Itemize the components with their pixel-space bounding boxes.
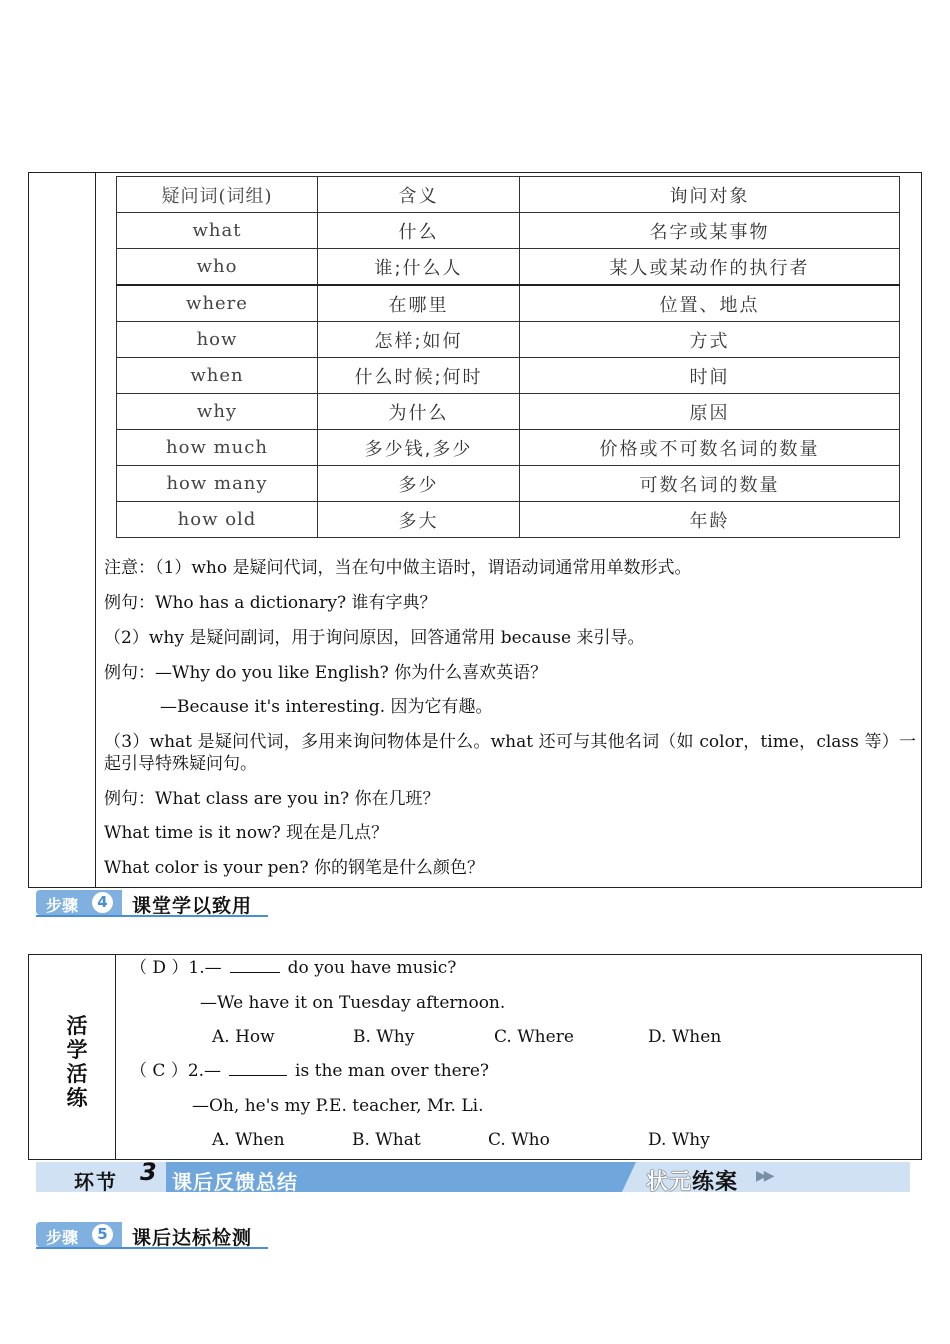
- header-meaning: 含义: [318, 177, 520, 213]
- cell-word: how much: [117, 430, 318, 466]
- cell-target: 某人或某动作的执行者: [520, 249, 900, 286]
- cell-meaning: 在哪里: [318, 285, 520, 322]
- cell-meaning: 为什么: [318, 394, 520, 430]
- example-who: 例句：Who has a dictionary? 谁有字典？: [104, 593, 437, 613]
- q1-option-a[interactable]: A. How: [212, 1027, 275, 1047]
- example-what-class: 例句：What class are you in? 你在几班？: [104, 789, 440, 809]
- cell-target: 名字或某事物: [520, 213, 900, 249]
- question-1-text: do you have music?: [287, 958, 457, 978]
- frame-divider: [115, 955, 116, 1159]
- table-row: [117, 502, 900, 538]
- step-number: 4: [92, 892, 113, 913]
- step-title: 课后达标检测: [132, 1227, 253, 1249]
- double-arrow-icon: ▶▶: [756, 1168, 772, 1184]
- table-row: [117, 285, 900, 322]
- example-why-question: 例句：—Why do you like English? 你为什么喜欢英语？: [104, 663, 548, 683]
- cell-target: 可数名词的数量: [520, 466, 900, 502]
- step-number: 5: [92, 1224, 113, 1245]
- q2-option-c[interactable]: C. Who: [488, 1130, 550, 1150]
- cell-word: what: [117, 213, 318, 249]
- cell-meaning: 什么: [318, 213, 520, 249]
- practice-label-text: 活 学 活 练: [66, 1014, 88, 1110]
- brand-label-light: 状元: [646, 1170, 693, 1195]
- answer-blank[interactable]: [229, 1075, 287, 1076]
- brand-label-dark: 练案: [692, 1170, 739, 1195]
- section-prefix: 环节: [74, 1170, 118, 1194]
- question-1-reply: —We have it on Tuesday afternoon.: [200, 993, 506, 1013]
- note-who: 注意：（1）who 是疑问代词，当在句中做主语时，谓语动词通常用单数形式。: [104, 558, 692, 578]
- cell-meaning: 怎样;如何: [318, 322, 520, 358]
- table-row: [117, 394, 900, 430]
- table-row: [117, 466, 900, 502]
- cell-meaning: 多少钱,多少: [318, 430, 520, 466]
- cell-target: 时间: [520, 358, 900, 394]
- cell-target: 方式: [520, 322, 900, 358]
- step5-banner: [36, 1222, 268, 1249]
- header-word: 疑问词(词组): [117, 177, 318, 213]
- cell-target: 价格或不可数名词的数量: [520, 430, 900, 466]
- cell-word: why: [117, 394, 318, 430]
- frame-divider: [95, 173, 96, 887]
- example-what-color: What color is your pen? 你的钢笔是什么颜色？: [104, 858, 485, 878]
- table-row: [117, 213, 900, 249]
- example-why-answer: —Because it's interesting. 因为它有趣。: [160, 697, 493, 717]
- step-tag-label: 步骤: [46, 896, 79, 915]
- step-tag: [36, 890, 122, 915]
- step-tag: [36, 1222, 122, 1247]
- question-2-answer: （ C ）2.—: [130, 1061, 222, 1081]
- header-target: 询问对象: [520, 177, 900, 213]
- cell-target: 年龄: [520, 502, 900, 538]
- practice-label: [64, 1014, 90, 1110]
- table-row: [117, 358, 900, 394]
- section3-banner: [36, 1158, 910, 1195]
- q2-option-b[interactable]: B. What: [352, 1130, 421, 1150]
- cell-word: when: [117, 358, 318, 394]
- cell-word: how old: [117, 502, 318, 538]
- question-word-table: [116, 176, 900, 538]
- cell-target: 原因: [520, 394, 900, 430]
- cell-target: 位置、地点: [520, 285, 900, 322]
- answer-blank[interactable]: [230, 972, 280, 973]
- cell-word: how many: [117, 466, 318, 502]
- cell-meaning: 什么时候;何时: [318, 358, 520, 394]
- q1-option-b[interactable]: B. Why: [353, 1027, 415, 1047]
- q2-option-a[interactable]: A. When: [212, 1130, 285, 1150]
- note-what: （3）what 是疑问代词，多用来询问物体是什么。what 还可与其他名词（如 color，time，class 等）一起引导特殊疑问句。: [104, 732, 916, 774]
- example-what-time: What time is it now? 现在是几点？: [104, 823, 389, 843]
- question-2-text: is the man over there?: [295, 1061, 490, 1081]
- note-why: （2）why 是疑问副词，用于询问原因，回答通常用 because 来引导。: [104, 628, 645, 648]
- table-row: [117, 249, 900, 286]
- cell-meaning: 多少: [318, 466, 520, 502]
- table-row: [117, 430, 900, 466]
- section-title: 课后反馈总结: [172, 1170, 298, 1194]
- question-1-answer: （ D ）1.—: [130, 958, 222, 978]
- section-number: 3: [140, 1158, 157, 1186]
- question-2-stem: [130, 1060, 489, 1082]
- cell-word: where: [117, 285, 318, 322]
- cell-word: how: [117, 322, 318, 358]
- table-row: [117, 322, 900, 358]
- practice-frame: [28, 954, 922, 1160]
- cell-meaning: 多大: [318, 502, 520, 538]
- step-tag-label: 步骤: [46, 1228, 79, 1247]
- q1-option-d[interactable]: D. When: [648, 1027, 722, 1047]
- question-1-stem: [130, 957, 456, 979]
- table-header-row: [117, 177, 900, 213]
- question-2-reply: —Oh, he's my P.E. teacher, Mr. Li.: [192, 1096, 484, 1116]
- brand-label: [646, 1165, 738, 1196]
- q1-option-c[interactable]: C. Where: [494, 1027, 574, 1047]
- step-title: 课堂学以致用: [132, 895, 253, 917]
- q2-option-d[interactable]: D. Why: [648, 1130, 710, 1150]
- cell-word: who: [117, 249, 318, 286]
- cell-meaning: 谁;什么人: [318, 249, 520, 286]
- step4-banner: [36, 890, 268, 917]
